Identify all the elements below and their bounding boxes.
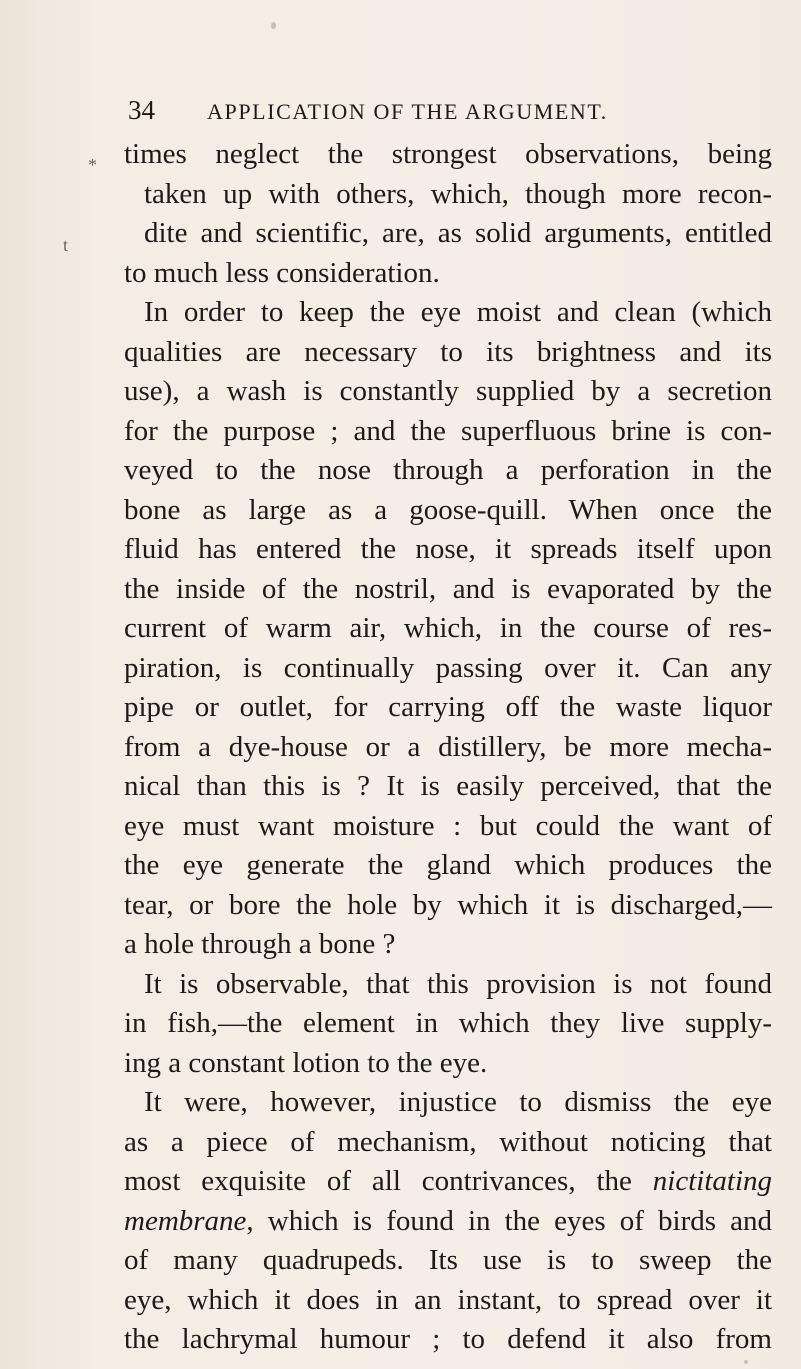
ink-spot (744, 1360, 748, 1364)
text-line: veyed to the nose through a perforation in the (124, 454, 772, 486)
text-line: pipe or outlet, for carrying off the waste liquor (124, 691, 772, 723)
text-line: in fish,—the element in which they live supply- (124, 1007, 772, 1039)
text-line: the inside of the nostril, and is evaporated by the (124, 572, 772, 605)
header-title: APPLICATION OF THE ARGUMENT. (207, 99, 608, 124)
text-line: It were, however, injustice to dismiss the eye (144, 1086, 772, 1118)
text-line-segment: , which is found in the eyes of birds and (246, 1204, 772, 1237)
text-line-segment: most exquisite of all contrivances, the (124, 1165, 632, 1197)
text-line (124, 1162, 772, 1202)
text-line: from a dye-house or a distillery, be more mecha- (124, 730, 772, 763)
text-line: qualities are necessary to its brightness and its (124, 335, 772, 368)
text-line: It is observable, that this provision is not found (144, 967, 772, 1000)
text-line: current of warm air, which, in the course of res- (124, 612, 772, 644)
text-line: for the purpose ; and the superfluous brine is con- (124, 414, 772, 447)
text-line: fluid has entered the nose, it spreads itself upon (124, 533, 772, 565)
text-line: dite and scientific, are, as solid arguments, entitled (144, 217, 772, 249)
text-line: use), a wash is constantly supplied by a secretion (124, 375, 772, 407)
text-line: piration, is continually passing over it. Can any (124, 651, 772, 684)
margin-mark-t: t (63, 235, 69, 255)
text-line: ing a constant lotion to the eye. (124, 1046, 488, 1079)
margin-mark-asterisk: * (88, 155, 97, 175)
text-line: of many quadrupeds. Its use is to sweep the (124, 1244, 772, 1276)
text-line: tear, or bore the hole by which it is discharged,— (124, 888, 772, 921)
page-number: 34 (128, 95, 155, 125)
running-head (128, 92, 768, 128)
text-line: a hole through a bone ? (124, 928, 396, 960)
text-line: bone as large as a goose-quill. When once the (124, 493, 772, 526)
text-line: eye, which it does in an instant, to spread over it (124, 1283, 772, 1316)
text-line: as a piece of mechanism, without noticing that (124, 1125, 772, 1158)
text-line: In order to keep the eye moist and clean (which (144, 296, 772, 328)
text-line: eye must want moisture : but could the want of (124, 809, 772, 842)
text-line: the lachrymal humour ; to defend it also from (124, 1323, 772, 1355)
text-line: times neglect the strongest observations, being (124, 138, 772, 170)
text-line: to much less consideration. (124, 256, 440, 289)
text-line: nical than this is ? It is easily perceived, that the (124, 770, 772, 802)
ink-spot (271, 22, 276, 29)
text-line: the eye generate the gland which produces the (124, 849, 772, 881)
italic-term: membrane (124, 1204, 247, 1237)
body-text (124, 135, 772, 1360)
text-line: taken up with others, which, though more recon- (144, 177, 772, 210)
text-line (124, 1202, 772, 1242)
italic-term: nictitating (652, 1165, 773, 1197)
